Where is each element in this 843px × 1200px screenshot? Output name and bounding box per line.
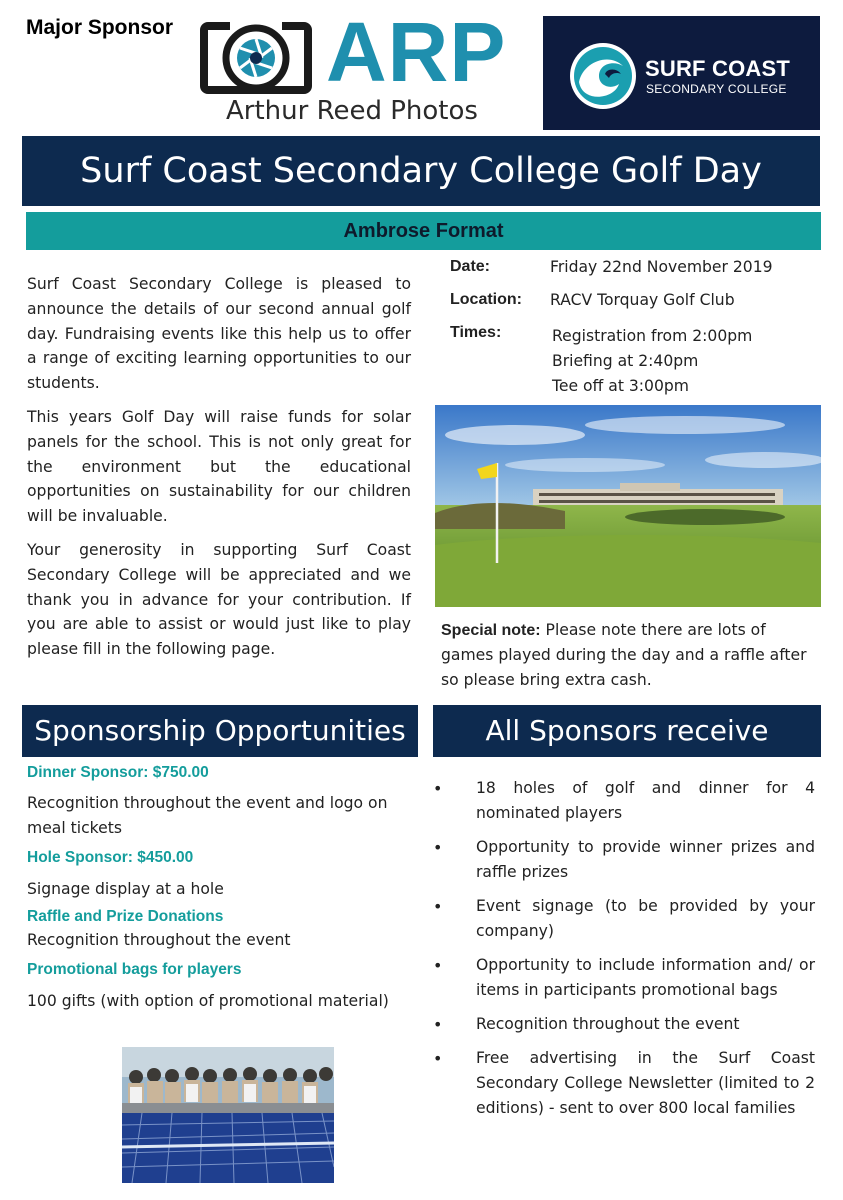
college-logo-subtitle: SECONDARY COLLEGE xyxy=(646,82,787,96)
intro-text xyxy=(27,272,411,671)
sponsorship-list xyxy=(27,764,417,1014)
sponsorship-title: Promotional bags for players xyxy=(27,961,242,978)
intro-paragraph: Your generosity in supporting Surf Coast Secondary College will be appreciated and we thank you in advance for your contribution. If you are able to assist or would just like to play please fill in the following page. xyxy=(27,540,411,659)
location-label: Location: xyxy=(450,291,522,308)
college-logo xyxy=(543,16,820,130)
sponsors-receive-heading: All Sponsors receive xyxy=(433,705,821,757)
sponsorship-heading: Sponsorship Opportunities xyxy=(22,705,418,757)
golf-course-photo xyxy=(435,405,821,607)
list-item: • Opportunity to provide winner prizes and raffle prizes xyxy=(433,835,815,885)
list-item: • 18 holes of golf and dinner for 4 nominated players xyxy=(433,776,815,826)
special-note-label: Special note: xyxy=(441,622,541,639)
college-logo-name: SURF COAST xyxy=(645,56,790,81)
date-row xyxy=(450,258,820,291)
sponsorship-title: Dinner Sponsor: $750.00 xyxy=(27,764,209,781)
sponsorship-description: Recognition throughout the event and logo on meal tickets xyxy=(27,794,388,837)
date-label: Date: xyxy=(450,258,491,275)
time-item: Briefing at 2:40pm xyxy=(552,352,699,370)
list-item: • Free advertising in the Surf Coast Secondary College Newsletter (limited to 2 editions) - sent to over 800 local families xyxy=(433,1046,815,1121)
arp-logo-letters: ARP xyxy=(326,5,507,99)
sponsorship-description: Recognition throughout the event xyxy=(27,931,291,949)
solar-panel-photo xyxy=(122,1047,334,1183)
arp-logo xyxy=(198,5,514,130)
intro-paragraph: Surf Coast Secondary College is pleased to announce the details of our second annual golf day. Fundraising events like this help us to offer a range of exciting learning opportunities to our students. xyxy=(27,275,411,393)
list-item: • Opportunity to include information and/ or items in participants promotional bags xyxy=(433,953,815,1003)
major-sponsor-label: Major Sponsor xyxy=(26,16,174,39)
special-note-text: Please note there are lots of games played during the day and a raffle after so please bring extra cash. xyxy=(441,621,807,689)
location-row xyxy=(450,291,820,324)
times-label: Times: xyxy=(450,324,502,341)
camera-icon xyxy=(200,18,312,94)
location-value: RACV Torquay Golf Club xyxy=(550,291,735,309)
times-row xyxy=(450,324,820,404)
list-item: • Event signage (to be provided by your company) xyxy=(433,894,815,944)
list-item: • Recognition throughout the event xyxy=(433,1012,815,1037)
date-value: Friday 22nd November 2019 xyxy=(550,258,773,276)
format-banner: Ambrose Format xyxy=(26,212,821,250)
sponsor-benefits-list xyxy=(433,776,815,1130)
arp-logo-name: Arthur Reed Photos xyxy=(226,96,478,126)
times-list xyxy=(552,324,752,399)
time-item: Registration from 2:00pm xyxy=(552,327,753,345)
page-title: Surf Coast Secondary College Golf Day xyxy=(22,136,820,206)
intro-paragraph: This years Golf Day will raise funds for solar panels for the school. This is not only great for the environment but the educational opportunities on sustainability for our children will be invaluable. xyxy=(27,407,411,526)
wave-emblem-icon xyxy=(569,42,637,110)
event-details xyxy=(450,258,820,404)
sponsorship-title: Hole Sponsor: $450.00 xyxy=(27,849,194,866)
sponsorship-title: Raffle and Prize Donations xyxy=(27,908,224,925)
special-note xyxy=(441,618,821,693)
time-item: Tee off at 3:00pm xyxy=(552,377,689,395)
sponsorship-description: Signage display at a hole xyxy=(27,880,224,898)
sponsorship-description: 100 gifts (with option of promotional material) xyxy=(27,992,389,1010)
